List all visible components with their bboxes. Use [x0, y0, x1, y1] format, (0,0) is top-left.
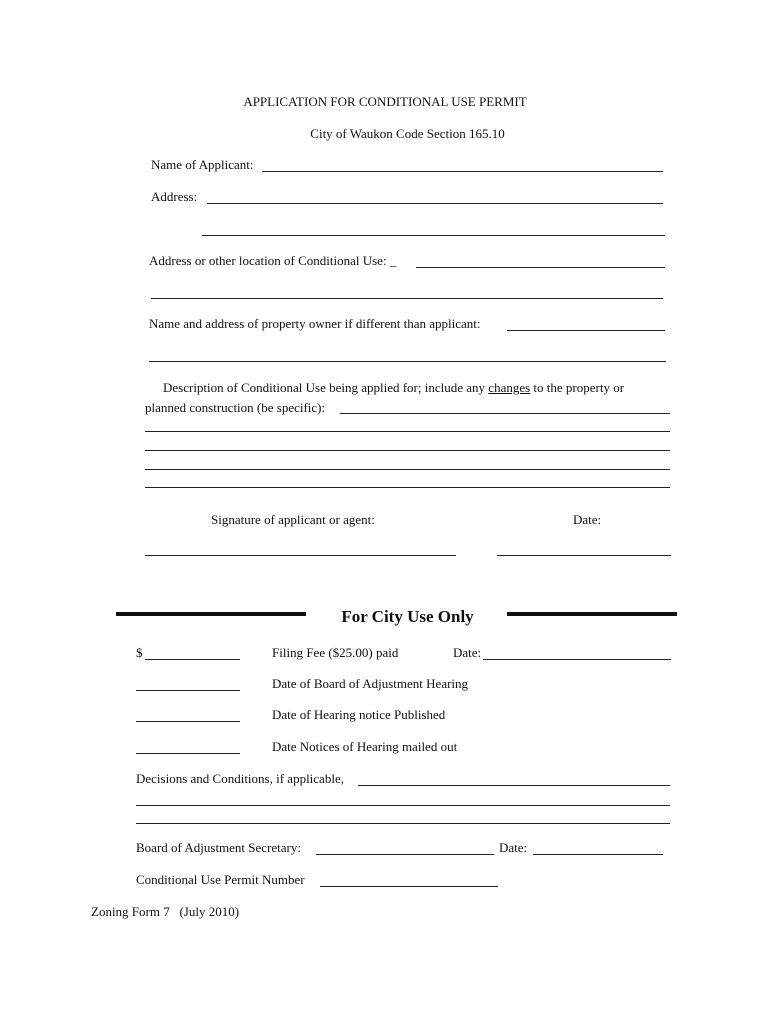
name-field[interactable]: [262, 171, 663, 172]
decisions-field-line-1[interactable]: [358, 785, 670, 786]
fee-label: Filing Fee ($25.00) paid: [272, 645, 399, 660]
published-label: Date of Hearing notice Published: [272, 707, 446, 722]
fee-dollar-sign: $: [136, 645, 143, 660]
signature-date-label: Date:: [573, 512, 602, 527]
changes-emphasis: changes: [488, 380, 531, 395]
permit-number-field[interactable]: [320, 886, 498, 887]
location-label: Address or other location of Conditional Use: _: [149, 253, 397, 268]
owner-label: Name and address of property owner if different than applicant:: [149, 316, 481, 331]
secretary-date-label: Date:: [499, 840, 528, 855]
decisions-field-line-3[interactable]: [136, 823, 670, 824]
heading-rule-right: [507, 612, 677, 616]
fee-amount-field[interactable]: [145, 659, 240, 660]
description-field-line-2[interactable]: [145, 431, 670, 432]
form-subtitle: City of Waukon Code Section 165.10: [310, 126, 505, 141]
city-use-heading: For City Use Only: [341, 607, 474, 626]
owner-field-line-1[interactable]: [507, 330, 665, 331]
signature-field[interactable]: [145, 555, 456, 556]
secretary-field[interactable]: [316, 854, 494, 855]
form-title: APPLICATION FOR CONDITIONAL USE PERMIT: [243, 94, 527, 109]
decisions-label: Decisions and Conditions, if applicable,: [136, 771, 344, 786]
permit-number-label: Conditional Use Permit Number: [136, 872, 305, 887]
description-field-line-5[interactable]: [145, 487, 670, 488]
fee-date-field[interactable]: [483, 659, 671, 660]
signature-label: Signature of applicant or agent:: [211, 512, 375, 527]
heading-rule-left: [116, 612, 306, 616]
location-field-line-2[interactable]: [151, 298, 663, 299]
address-label: Address:: [151, 189, 198, 204]
decisions-field-line-2[interactable]: [136, 805, 670, 806]
name-label: Name of Applicant:: [151, 157, 254, 172]
location-field-line-1[interactable]: [416, 267, 665, 268]
address-field-line-2[interactable]: [202, 235, 665, 236]
published-date-field[interactable]: [136, 721, 240, 722]
description-field-line-3[interactable]: [145, 450, 670, 451]
hearing-date-field[interactable]: [136, 690, 240, 691]
mailed-label: Date Notices of Hearing mailed out: [272, 739, 458, 754]
owner-field-line-2[interactable]: [149, 361, 666, 362]
description-field-line-1[interactable]: [340, 413, 670, 414]
description-label-line-2: planned construction (be specific):: [145, 400, 326, 415]
hearing-label: Date of Board of Adjustment Hearing: [272, 676, 469, 691]
description-label-line-1: Description of Conditional Use being applied for; include any changes to the property or: [163, 380, 625, 395]
mailed-date-field[interactable]: [136, 753, 240, 754]
signature-date-field[interactable]: [497, 555, 671, 556]
fee-date-label: Date:: [453, 645, 482, 660]
secretary-date-field[interactable]: [533, 854, 663, 855]
secretary-label: Board of Adjustment Secretary:: [136, 840, 301, 855]
description-field-line-4[interactable]: [145, 469, 670, 470]
address-field-line-1[interactable]: [207, 203, 663, 204]
form-footer: Zoning Form 7 (July 2010): [91, 904, 240, 919]
